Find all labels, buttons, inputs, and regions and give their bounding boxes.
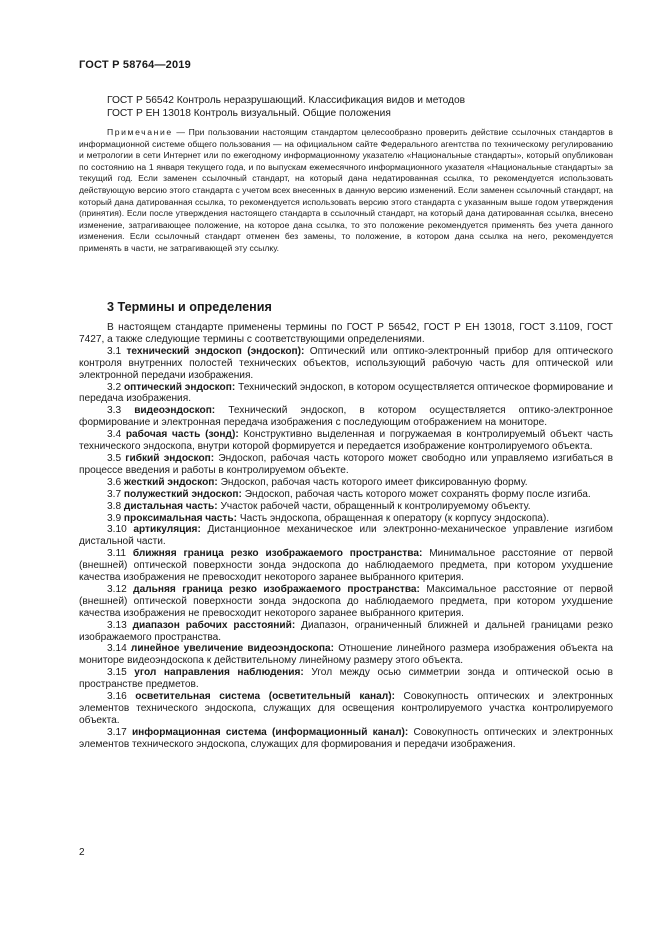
term-definition: Участок рабочей части, обращенный к контролируемому объекту.: [220, 500, 531, 512]
term-entry: [79, 524, 613, 548]
term-definition: Минимальное расстояние от первой (внешней) оптической поверхности зонда эндоскопа до наблюдаемого предмета, при котором ухудшение качества изображения не превосходит некоторого заранее выбранного критерия.: [79, 548, 613, 584]
document-header: ГОСТ Р 58764—2019: [79, 59, 191, 71]
term-name: осветительная система (осветительный канал):: [135, 691, 395, 703]
section-intro: В настоящем стандарте применены термины по ГОСТ Р 56542, ГОСТ Р ЕН 13018, ГОСТ 3.1109, ГОСТ 7427, а также следующие термины с соответствующими определениями.: [79, 322, 613, 345]
term-number: 3.2: [107, 381, 122, 393]
term-number: 3.10: [107, 524, 127, 536]
term-name: гибкий эндоскоп:: [125, 452, 215, 464]
term-number: 3.17: [107, 726, 127, 738]
term-definition: Эндоскоп, рабочая часть которого может свободно или управляемо изгибаться в процессе введения и работы в контролируемом объекте.: [79, 452, 613, 476]
term-name: дистальная часть:: [123, 500, 218, 512]
term-entry: [79, 620, 613, 644]
term-number: 3.13: [107, 619, 127, 631]
section-body: [79, 322, 613, 751]
term-name: ближняя граница резко изображаемого пространства:: [132, 548, 423, 560]
term-entry: [79, 727, 613, 751]
reference-item: ГОСТ Р ЕН 13018 Контроль визуальный. Общие положения: [107, 108, 391, 119]
page-number: 2: [79, 847, 85, 858]
term-entry: [79, 584, 613, 620]
term-definition: Совокупность оптических и электронных элементов технического эндоскопа, служащих для формирования и передачи изображения.: [79, 726, 613, 750]
note-paragraph: [79, 127, 613, 255]
term-name: проксимальная часть:: [123, 512, 237, 524]
reference-item: ГОСТ Р 56542 Контроль неразрушающий. Классификация видов и методов: [107, 95, 466, 106]
term-definition: Эндоскоп, рабочая часть которого может сохранять форму после изгиба.: [244, 488, 591, 500]
term-number: 3.1: [107, 345, 122, 357]
term-name: дальняя граница резко изображаемого пространства:: [133, 583, 420, 595]
term-definition: Технический эндоскоп, в котором осуществляется оптическое формирование и передача изображения.: [79, 381, 613, 405]
term-entry: [79, 501, 613, 513]
term-name: линейное увеличение видеоэндоскопа:: [130, 643, 334, 655]
term-definition: Оптический или оптико-электронный прибор для оптического контроля внутренних полостей технических объектов, использующий рабочую часть для оптической или электронной передачи изображения.: [79, 345, 613, 381]
term-entry: [79, 667, 613, 691]
term-number: 3.7: [107, 488, 122, 500]
normative-references: [107, 94, 465, 120]
term-number: 3.14: [107, 643, 127, 655]
term-name: технический эндоскоп (эндоскоп):: [126, 345, 305, 357]
term-number: 3.15: [107, 667, 127, 679]
term-entry: [79, 489, 613, 501]
term-number: 3.12: [107, 583, 127, 595]
note-label: Примечание: [107, 127, 173, 137]
term-number: 3.16: [107, 691, 127, 703]
term-definition: Дистанционное механическое или электронно-механическое управление изгибом дистальной части.: [79, 524, 613, 548]
term-entry: [79, 453, 613, 477]
term-entry: [79, 477, 613, 489]
term-definition: Диапазон, ограниченный ближней и дальней границами резко изображаемого пространства.: [79, 619, 613, 643]
term-entry: [79, 548, 613, 584]
term-name: полужесткий эндоскоп:: [123, 488, 242, 500]
term-number: 3.3: [107, 405, 122, 417]
term-definition: Совокупность оптических и электронных элементов технического эндоскопа, служащих для освещения контролируемого участка контролируемого объекта.: [79, 691, 613, 726]
term-entry: [79, 382, 613, 406]
term-entry: [79, 691, 613, 727]
term-definition: Часть эндоскопа, обращенная к оператору (к корпусу эндоскопа).: [239, 512, 550, 524]
term-definition: Максимальное расстояние от первой (внешней) оптической поверхности зонда эндоскопа до наблюдаемого предмета, при котором ухудшение качества изображения не превосходит некоторого заранее выбранного критерия.: [79, 583, 613, 619]
term-name: рабочая часть (зонд):: [125, 429, 239, 441]
term-definition: Эндоскоп, рабочая часть которого имеет фиксированную форму.: [220, 476, 528, 488]
term-name: артикуляция:: [133, 524, 201, 536]
term-entry: [79, 513, 613, 525]
term-definition: Отношение линейного размера изображения объекта на мониторе видеоэндоскопа к действительному линейному размеру этого объекта.: [79, 643, 613, 667]
terms-list: [79, 346, 613, 751]
term-number: 3.8: [107, 500, 122, 512]
term-number: 3.11: [107, 548, 126, 560]
note-text: — При пользовании настоящим стандартом целесообразно проверить действие ссылочных стандартов в информационной системе общего пользования — на официальном сайте Федерального агентства по техническому регулированию и метрологии в сети Интернет или по ежегодному информационному указателю «Национальные стандарты», который опубликован по состоянию на 1 января текущего года, и по выпускам ежемесячного информационного указателя «Национальные стандарты» за текущий год. Если заменен ссылочный стандарт, на который дана недатированная ссылка, то рекомендуется использовать действующую версию этого стандарта с учетом всех внесенных в данную версию изменений. Если заменен ссылочный стандарт, на который дана датированная ссылка, то рекомендуется использовать версию этого стандарта с указанным выше годом утверждения (принятия). Если после утверждения настоящего стандарта в ссылочный стандарт, на который дана датированная ссылка, внесено изменение, затрагивающее положение, на которое дана ссылка, то это положение рекомендуется применять без учета данного изменения. Если ссылочный стандарт отменен без замены, то положение, в котором дана ссылка на него, рекомендуется применять в части, не затрагивающей эту ссылку.: [79, 127, 613, 253]
term-definition: Угол между осью симметрии зонда и оптической осью в пространстве предметов.: [79, 667, 613, 691]
section-title: 3 Термины и определения: [107, 300, 272, 314]
term-entry: [79, 405, 613, 429]
term-entry: [79, 346, 613, 382]
term-number: 3.4: [107, 429, 122, 441]
term-name: видеоэндоскоп:: [134, 405, 216, 417]
term-name: диапазон рабочих расстояний:: [132, 619, 296, 631]
term-number: 3.5: [107, 452, 122, 464]
term-number: 3.6: [107, 476, 122, 488]
term-number: 3.9: [107, 512, 122, 524]
term-name: угол направления наблюдения:: [134, 667, 304, 679]
term-definition: Конструктивно выделенная и погружаемая в контролируемый объект часть технического эндоскопа, внутри которой формируется и передается изображение контролируемого объекта.: [79, 429, 613, 453]
term-definition: Технический эндоскоп, в котором осуществляется оптико-электронное формирование и электронная передача изображения с последующим отображением на мониторе.: [79, 405, 613, 429]
term-entry: [79, 643, 613, 667]
term-name: оптический эндоскоп:: [123, 381, 236, 393]
term-entry: [79, 429, 613, 453]
term-name: информационная система (информационный канал):: [131, 726, 409, 738]
term-name: жесткий эндоскоп:: [123, 476, 218, 488]
